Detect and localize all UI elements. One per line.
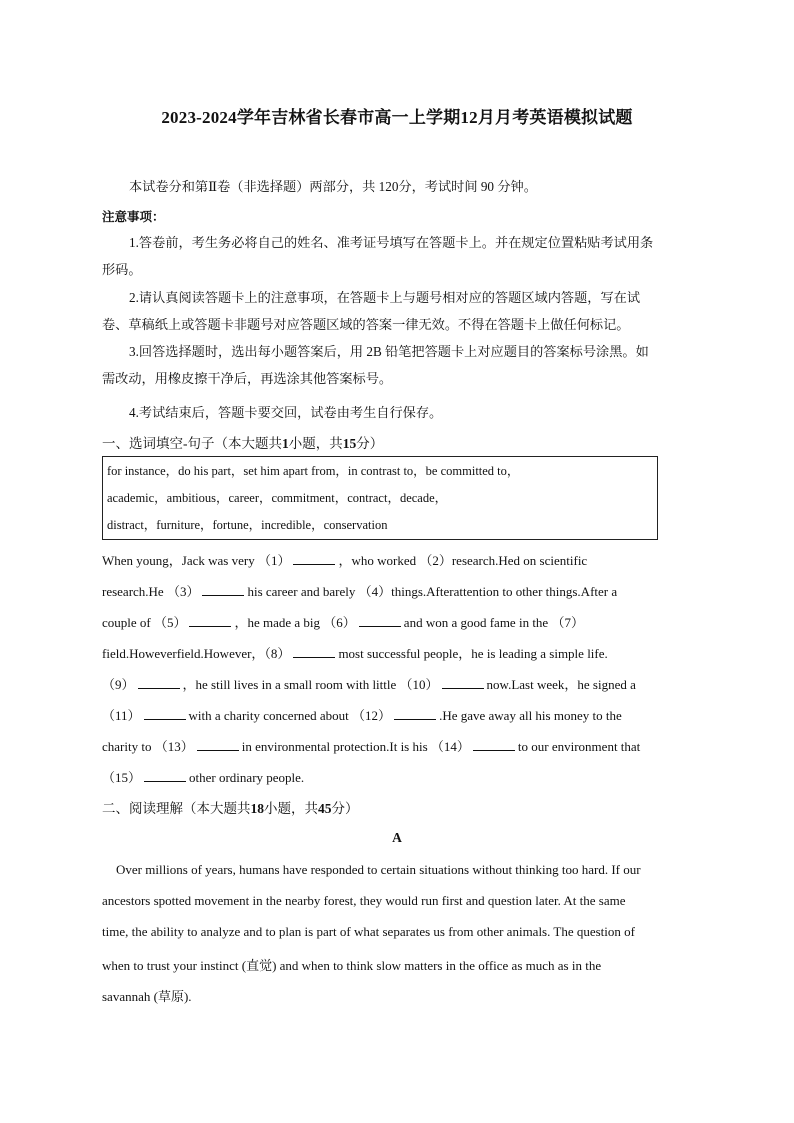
cloze-line [102,581,617,600]
section-2-heading [102,797,359,817]
word-bank-row-3: distract，furniture，fortune，incredible，conservation [107,518,388,532]
cloze-line [102,550,587,569]
cloze-text: （15） [102,770,142,785]
notice-4-line1: 4.考试结束后，答题卡要交回，试卷由考生自行保存。 [129,405,443,420]
section-2-score: 45 [318,801,332,816]
cloze-text: with a charity concerned about （12） [188,708,392,723]
notice-2-line1: 2.请认真阅读答题卡上的注意事项，在答题卡上与题号相对应的答题区域内答题，写在试 [129,290,641,305]
answer-blank [293,554,335,565]
passage-line-1: Over millions of years, humans have responded to certain situations without thinking too hard. If our [116,862,641,877]
answer-blank [197,740,239,751]
section-1-prefix: 一、选词填空-句子（本大题共 [102,436,282,451]
notice-heading: 注意事项： [102,210,165,224]
page-title: 2023-2024学年吉林省长春市高一上学期12月月考英语模拟试题 [161,108,633,127]
section-1-score: 15 [342,436,357,451]
cloze-text: ，he made a big （6） [234,615,356,630]
word-bank-box [102,456,658,540]
answer-blank [359,616,401,627]
cloze-text: and won a good fame in the （7） [403,615,584,630]
passage-line-2: ancestors spotted movement in the nearby forest, they would run first and question later. At the same [102,893,626,908]
answer-blank [144,709,186,720]
cloze-text: ，he still lives in a small room with little （10） [182,677,439,692]
answer-blank [202,585,244,596]
section-2-prefix: 二、阅读理解（本大题共 [102,801,251,816]
cloze-text: other ordinary people. [189,770,305,785]
cloze-text: in environmental protection.It is his （14） [241,739,470,754]
cloze-text: .He gave away all his money to the [439,708,622,723]
section-1-mid: 小题，共 [288,436,343,451]
cloze-text: most successful people，he is leading a simple life. [338,646,608,661]
answer-blank [442,678,484,689]
cloze-text: research.He （3） [102,584,200,599]
cloze-line [102,643,608,662]
notice-1-line2: 形码。 [102,262,142,277]
section-2-mid: 小题，共 [264,801,318,816]
answer-blank [473,740,515,751]
intro-text: 本试卷分和第Ⅱ卷（非选择题）两部分，共 120分，考试时间 90 分钟。 [129,179,537,194]
section-1-heading [102,432,383,452]
cloze-line [102,736,640,755]
cloze-text: When young，Jack was very （1） [102,553,291,568]
answer-blank [394,709,436,720]
cloze-text: couple of （5） [102,615,187,630]
cloze-line [102,612,584,631]
cloze-line [102,705,622,724]
notice-3-line2: 需改动，用橡皮擦干净后，再选涂其他答案标号。 [102,371,393,386]
section-1-count: 1 [282,436,289,451]
word-bank-row-2: academic，ambitious，career，commitment，contract，decade， [107,491,448,505]
passage-line-5: savannah (草原). [102,989,192,1004]
cloze-text: field.Howeverfield.However，（8） [102,646,291,661]
cloze-text: （9） [102,677,135,692]
answer-blank [144,771,186,782]
cloze-text: now.Last week，he signed a [486,677,636,692]
cloze-text: his career and barely （4）things.Afterattention to other things.After a [247,584,618,599]
notice-1-line1: 1.答卷前，考生务必将自己的姓名、准考证号填写在答题卡上。并在规定位置粘贴考试用条 [129,235,654,250]
answer-blank [293,647,335,658]
cloze-line [102,674,636,693]
answer-blank [189,616,231,627]
cloze-line [102,767,304,786]
answer-blank [138,678,180,689]
word-bank-row-1: for instance，do his part，set him apart from，in contrast to，be committed to， [107,464,520,478]
passage-line-4: when to trust your instinct (直觉) and when to think slow matters in the office as much as in the [102,958,602,973]
passage-line-3: time, the ability to analyze and to plan is part of what separates us from other animals. The question of [102,924,635,939]
cloze-text: ，who worked （2）research.Hed on scientific [338,553,588,568]
cloze-text: charity to （13） [102,739,194,754]
notice-2-line2: 卷、草稿纸上或答题卡非题号对应答题区域的答案一律无效。不得在答题卡上做任何标记。 [102,317,630,332]
passage-label: A [392,830,402,845]
cloze-text: （11） [102,708,141,723]
notice-3-line1: 3.回答选择题时，选出每小题答案后，用 2B 铅笔把答题卡上对应题目的答案标号涂黑。如 [129,344,649,359]
section-2-suffix: 分） [331,801,359,816]
section-1-suffix: 分） [356,436,384,451]
section-2-count: 18 [250,801,264,816]
cloze-text: to our environment that [517,739,641,754]
